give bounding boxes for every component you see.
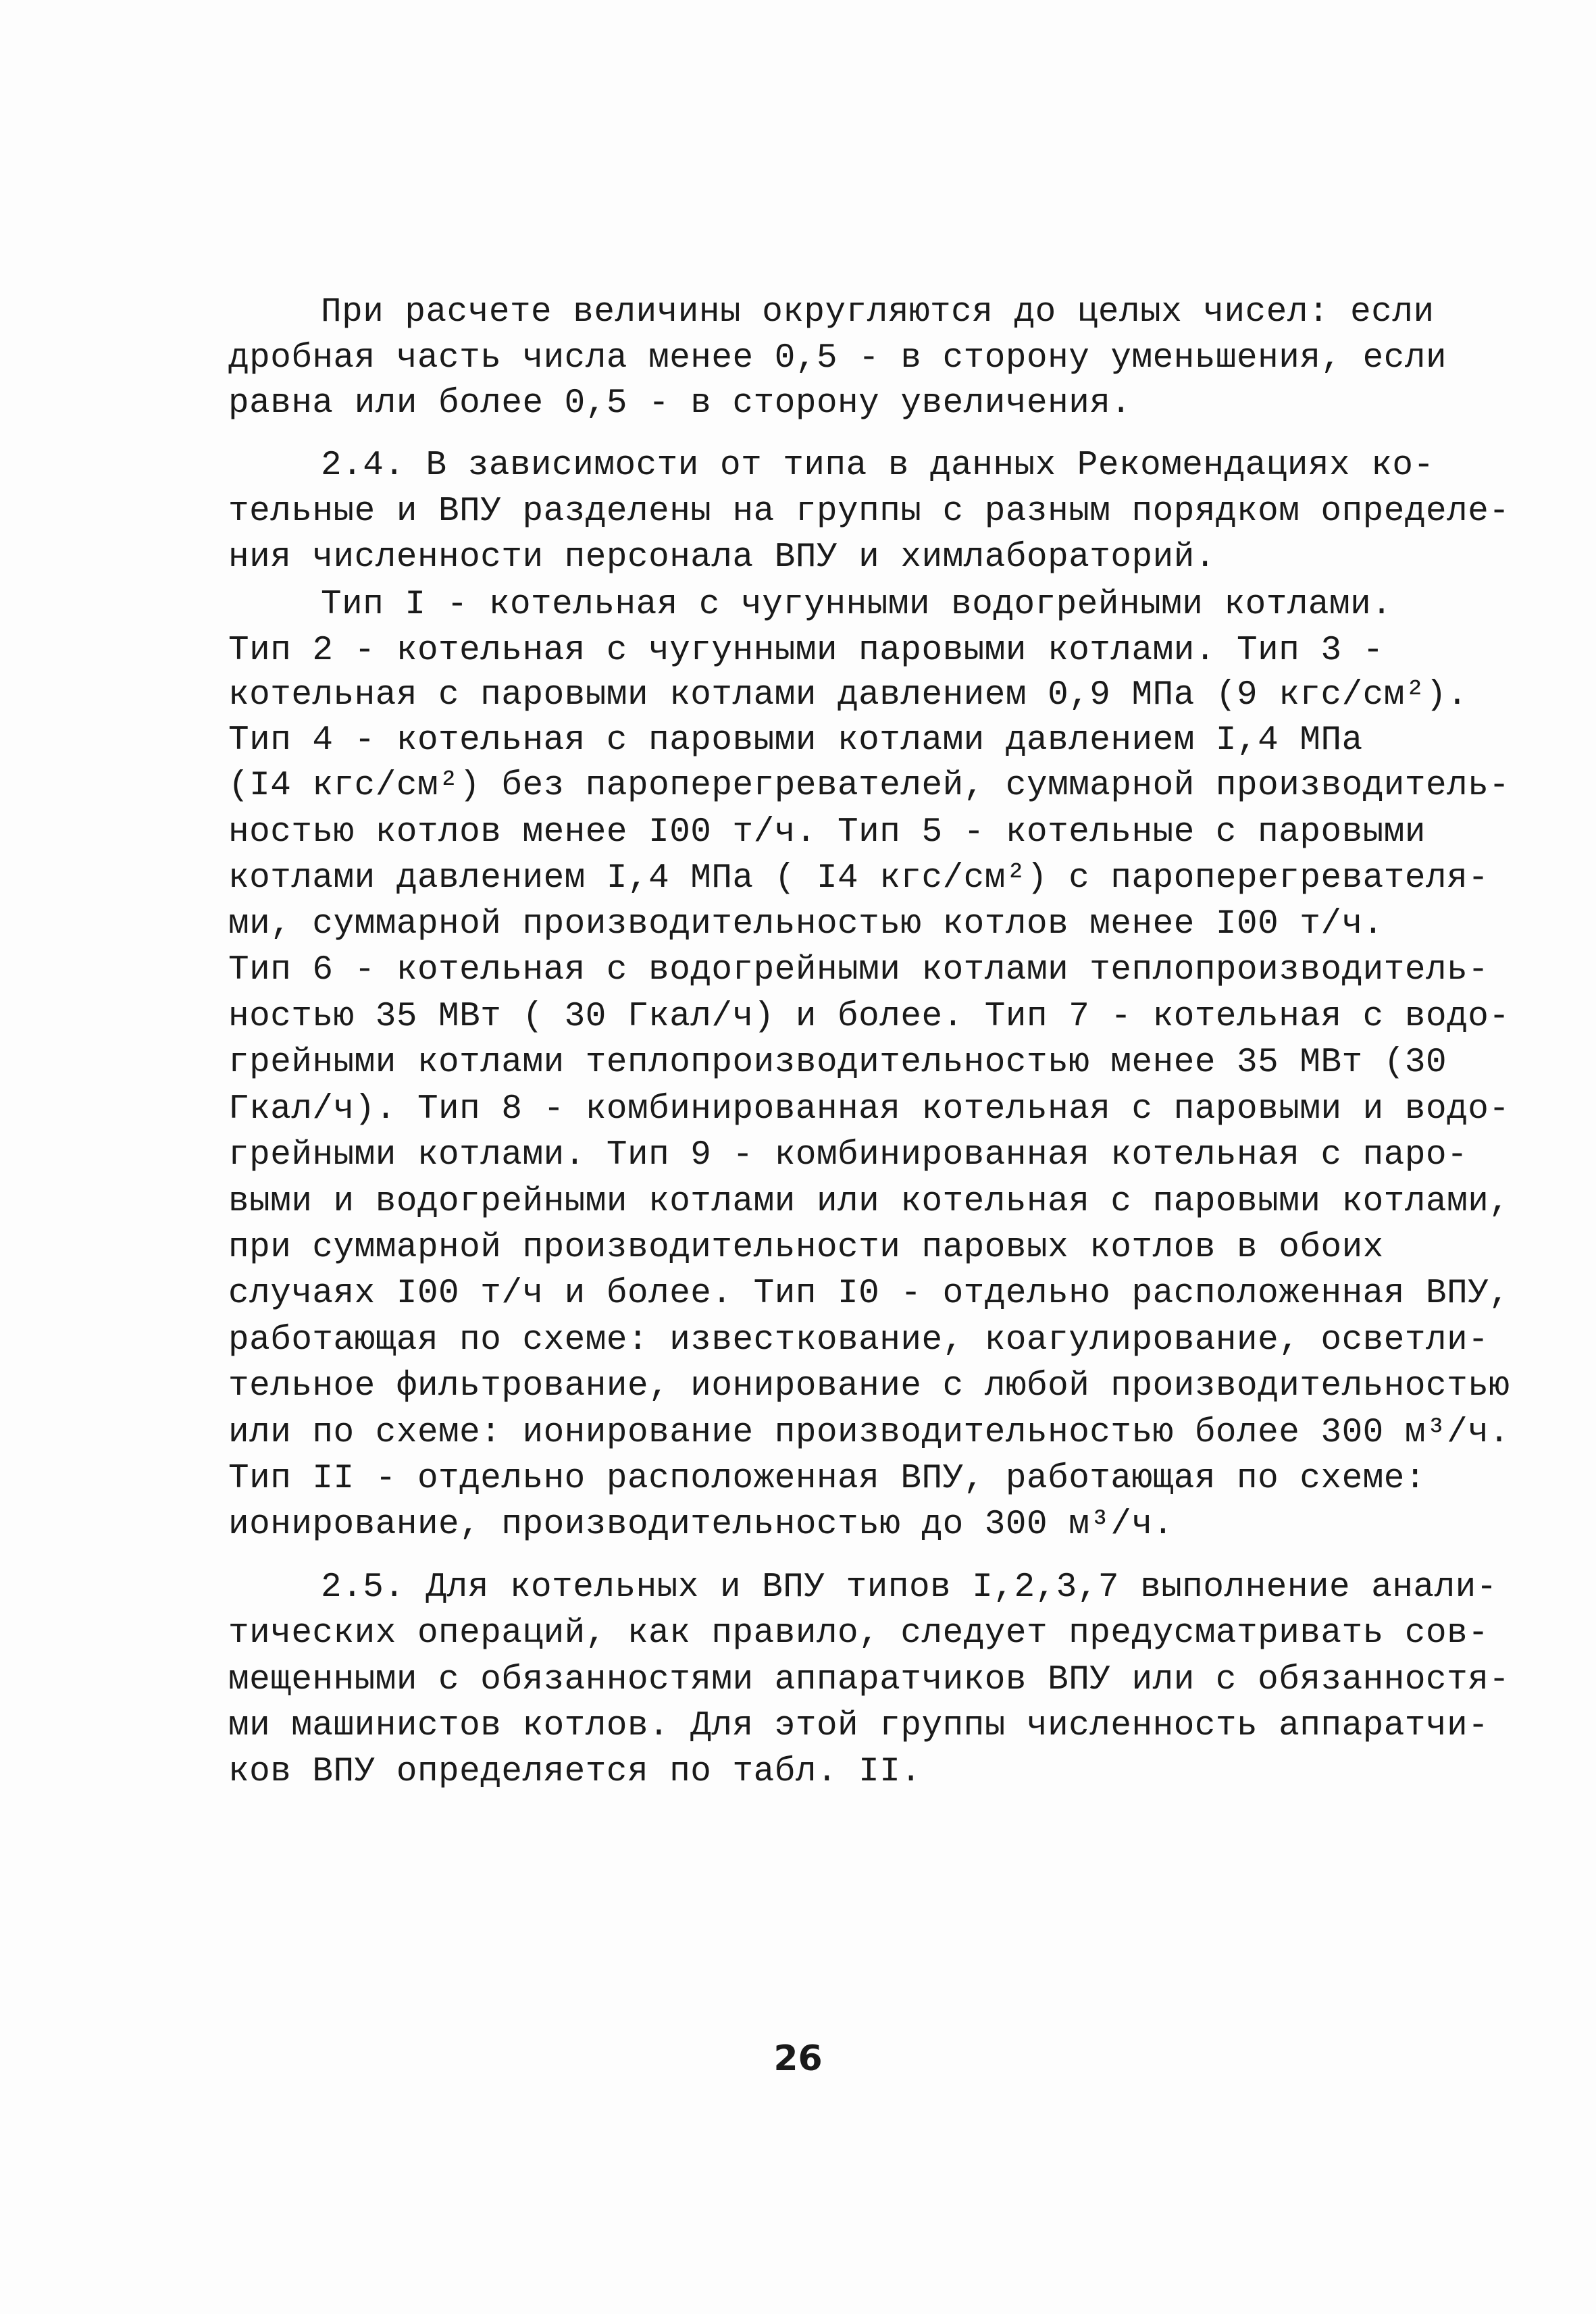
text-line: Гкал/ч). Тип 8 - комбинированная котельная с паровыми и водо- xyxy=(228,1090,1510,1129)
text-line: котельная с паровыми котлами давлением 0,9 МПа (9 кгс/см²). xyxy=(228,676,1468,715)
text-line: или по схеме: ионирование производительностью более 300 м³/ч. xyxy=(228,1414,1510,1452)
text-line: дробная часть числа менее 0,5 - в сторону уменьшения, если xyxy=(228,339,1447,378)
text-line: 2.4. В зависимости от типа в данных Рекомендациях ко- xyxy=(321,446,1435,485)
text-line: Тип 4 - котельная с паровыми котлами давлением I,4 МПа xyxy=(228,721,1363,760)
text-line: ностью котлов менее I00 т/ч. Тип 5 - котельные с паровыми xyxy=(228,813,1426,852)
text-line: Тип II - отдельно расположенная ВПУ, работающая по схеме: xyxy=(228,1460,1426,1498)
text-line: тических операций, как правило, следует предусматривать сов- xyxy=(228,1614,1489,1653)
text-line: грейными котлами. Тип 9 - комбинированная котельная с паро- xyxy=(228,1136,1468,1175)
text-line: равна или более 0,5 - в сторону увеличения. xyxy=(228,384,1132,423)
text-line: грейными котлами теплопроизводительностью менее 35 МВт (30 xyxy=(228,1044,1447,1082)
text-line: ионирование, производительностью до 300 м³/ч. xyxy=(228,1506,1174,1544)
text-line: работающая по схеме: известкование, коагулирование, осветли- xyxy=(228,1321,1489,1360)
text-line: При расчете величины округляются до целых чисел: если xyxy=(321,293,1435,332)
text-line: тельные и ВПУ разделены на группы с разным порядком определе- xyxy=(228,492,1510,531)
text-line: Тип 2 - котельная с чугунными паровыми котлами. Тип 3 - xyxy=(228,632,1384,670)
text-line: ми, суммарной производительностью котлов менее I00 т/ч. xyxy=(228,905,1384,944)
text-line: выми и водогрейными котлами или котельная с паровыми котлами, xyxy=(228,1183,1510,1221)
page-number: 26 xyxy=(773,2038,823,2079)
text-line: ния численности персонала ВПУ и химлабораторий. xyxy=(228,538,1216,577)
text-line: ков ВПУ определяется по табл. II. xyxy=(228,1753,922,1791)
text-line: случаях I00 т/ч и более. Тип I0 - отдельно расположенная ВПУ, xyxy=(228,1275,1510,1313)
text-line: ностью 35 МВт ( 30 Гкал/ч) и более. Тип 7 - котельная с водо- xyxy=(228,998,1510,1036)
text-line: мещенными с обязанностями аппаратчиков ВПУ или с обязанностя- xyxy=(228,1661,1510,1699)
text-line: 2.5. Для котельных и ВПУ типов I,2,3,7 выполнение анали- xyxy=(321,1568,1497,1607)
text-line: Тип I - котельная с чугунными водогрейными котлами. xyxy=(321,586,1393,624)
text-line: при суммарной производительности паровых котлов в обоих xyxy=(228,1229,1384,1267)
text-line: Тип 6 - котельная с водогрейными котлами теплопроизводитель- xyxy=(228,951,1489,989)
text-line: (I4 кгс/см²) без пароперегревателей, суммарной производитель- xyxy=(228,767,1510,805)
text-line: ми машинистов котлов. Для этой группы численность аппаратчи- xyxy=(228,1707,1489,1745)
text-line: тельное фильтрование, ионирование с любой производительностью xyxy=(228,1367,1510,1406)
text-line: котлами давлением I,4 МПа ( I4 кгс/см²) с пароперегревателя- xyxy=(228,859,1489,898)
